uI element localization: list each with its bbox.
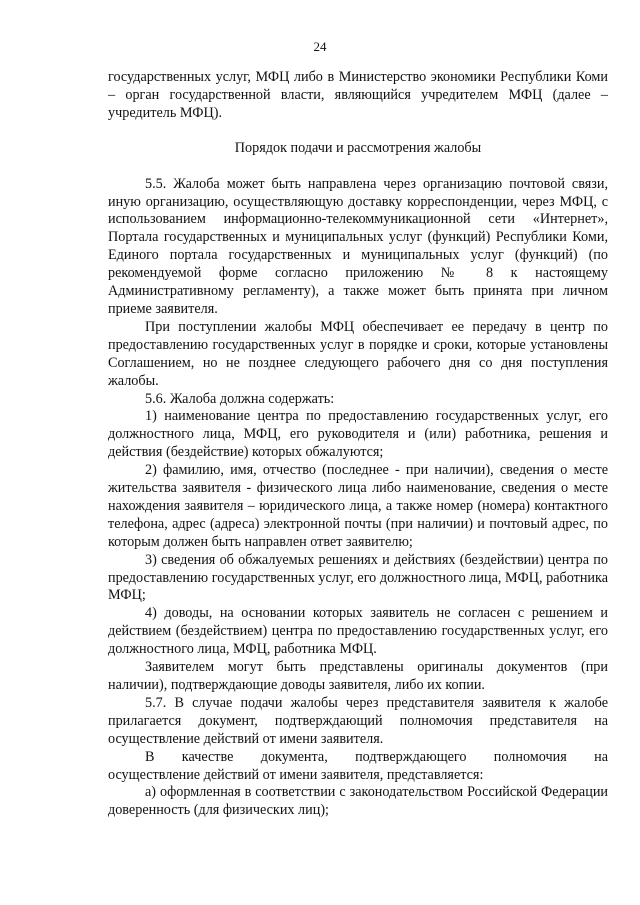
page-number: 24 [313, 39, 327, 54]
list-item-a: а) оформленная в соответствии с законодательством Российской Федерации доверенность (для физических лиц); [108, 784, 608, 819]
paragraph-5-6: 5.6. Жалоба должна содержать: [145, 390, 335, 407]
section-heading: Порядок подачи и рассмотрения жалобы [234, 139, 482, 156]
list-item-1: 1) наименование центра по предоставлению государственных услуг, его должностного лица, МФЦ, его руководителя и (или) работника, решения и действия (бездействие) которых обжалуются; [108, 408, 608, 461]
list-item-3: 3) сведения об обжалуемых решениях и действиях (бездействии) центра по предоставлению государственных услуг, его должностного лица, МФЦ, работника МФЦ; [108, 551, 608, 604]
document-body [108, 69, 608, 820]
paragraph-power-of-attorney-line1: В качестве документа, подтверждающего полномочия на [145, 748, 608, 765]
list-item-4: 4) доводы, на основании которых заявитель не согласен с решением и действием (бездействием) центра по предоставлению государственных услуг, его должностного лица, МФЦ, работника МФЦ. [108, 605, 608, 658]
paragraph-originals: Заявителем могут быть представлены оригиналы документов (при наличии), подтверждающие доводы заявителя, либо их копии. [108, 659, 608, 693]
paragraph-5-7: 5.7. В случае подачи жалобы через представителя заявителя к жалобе прилагается документ, подтверждающий полномочия представителя на осуществление действий от имени заявителя. [108, 694, 608, 747]
paragraph-power-of-attorney-line2: осуществление действий от имени заявителя, представляется: [108, 766, 484, 783]
paragraph-5-5: 5.5. Жалоба может быть направлена через организацию почтовой связи, иную организацию, осуществляющую доставку корреспонденции, через МФЦ, с использованием информационно-телекоммуникационной сети «Интернет», Портала государственных и муниципальных услуг (функций) Республики Коми, Единого портала государственных и муниципальных услуг (функций) (по рекомендуемой форме согласно приложению № 8 к настоящему Административному регламенту), а также может быть принята при личном приеме заявителя. [108, 175, 608, 317]
paragraph-mfc-transfer: При поступлении жалобы МФЦ обеспечивает ее передачу в центр по предоставлению государственных услуг в порядке и сроки, которые установлены Соглашением, но не позднее следующего рабочего дня со дня поступления жалобы. [108, 318, 608, 389]
paragraph-continuation: государственных услуг, МФЦ либо в Министерство экономики Республики Коми – орган государственной власти, являющийся учредителем МФЦ (далее – учредитель МФЦ). [108, 69, 608, 121]
list-item-2: 2) фамилию, имя, отчество (последнее - при наличии), сведения о месте жительства заявителя - физического лица либо наименование, сведения о месте нахождения заявителя – юридического лица, а также номер (номера) контактного телефона, адрес (адреса) электронной почты (при наличии) и почтовый адрес, по которым должен быть направлен ответ заявителю; [108, 462, 608, 550]
